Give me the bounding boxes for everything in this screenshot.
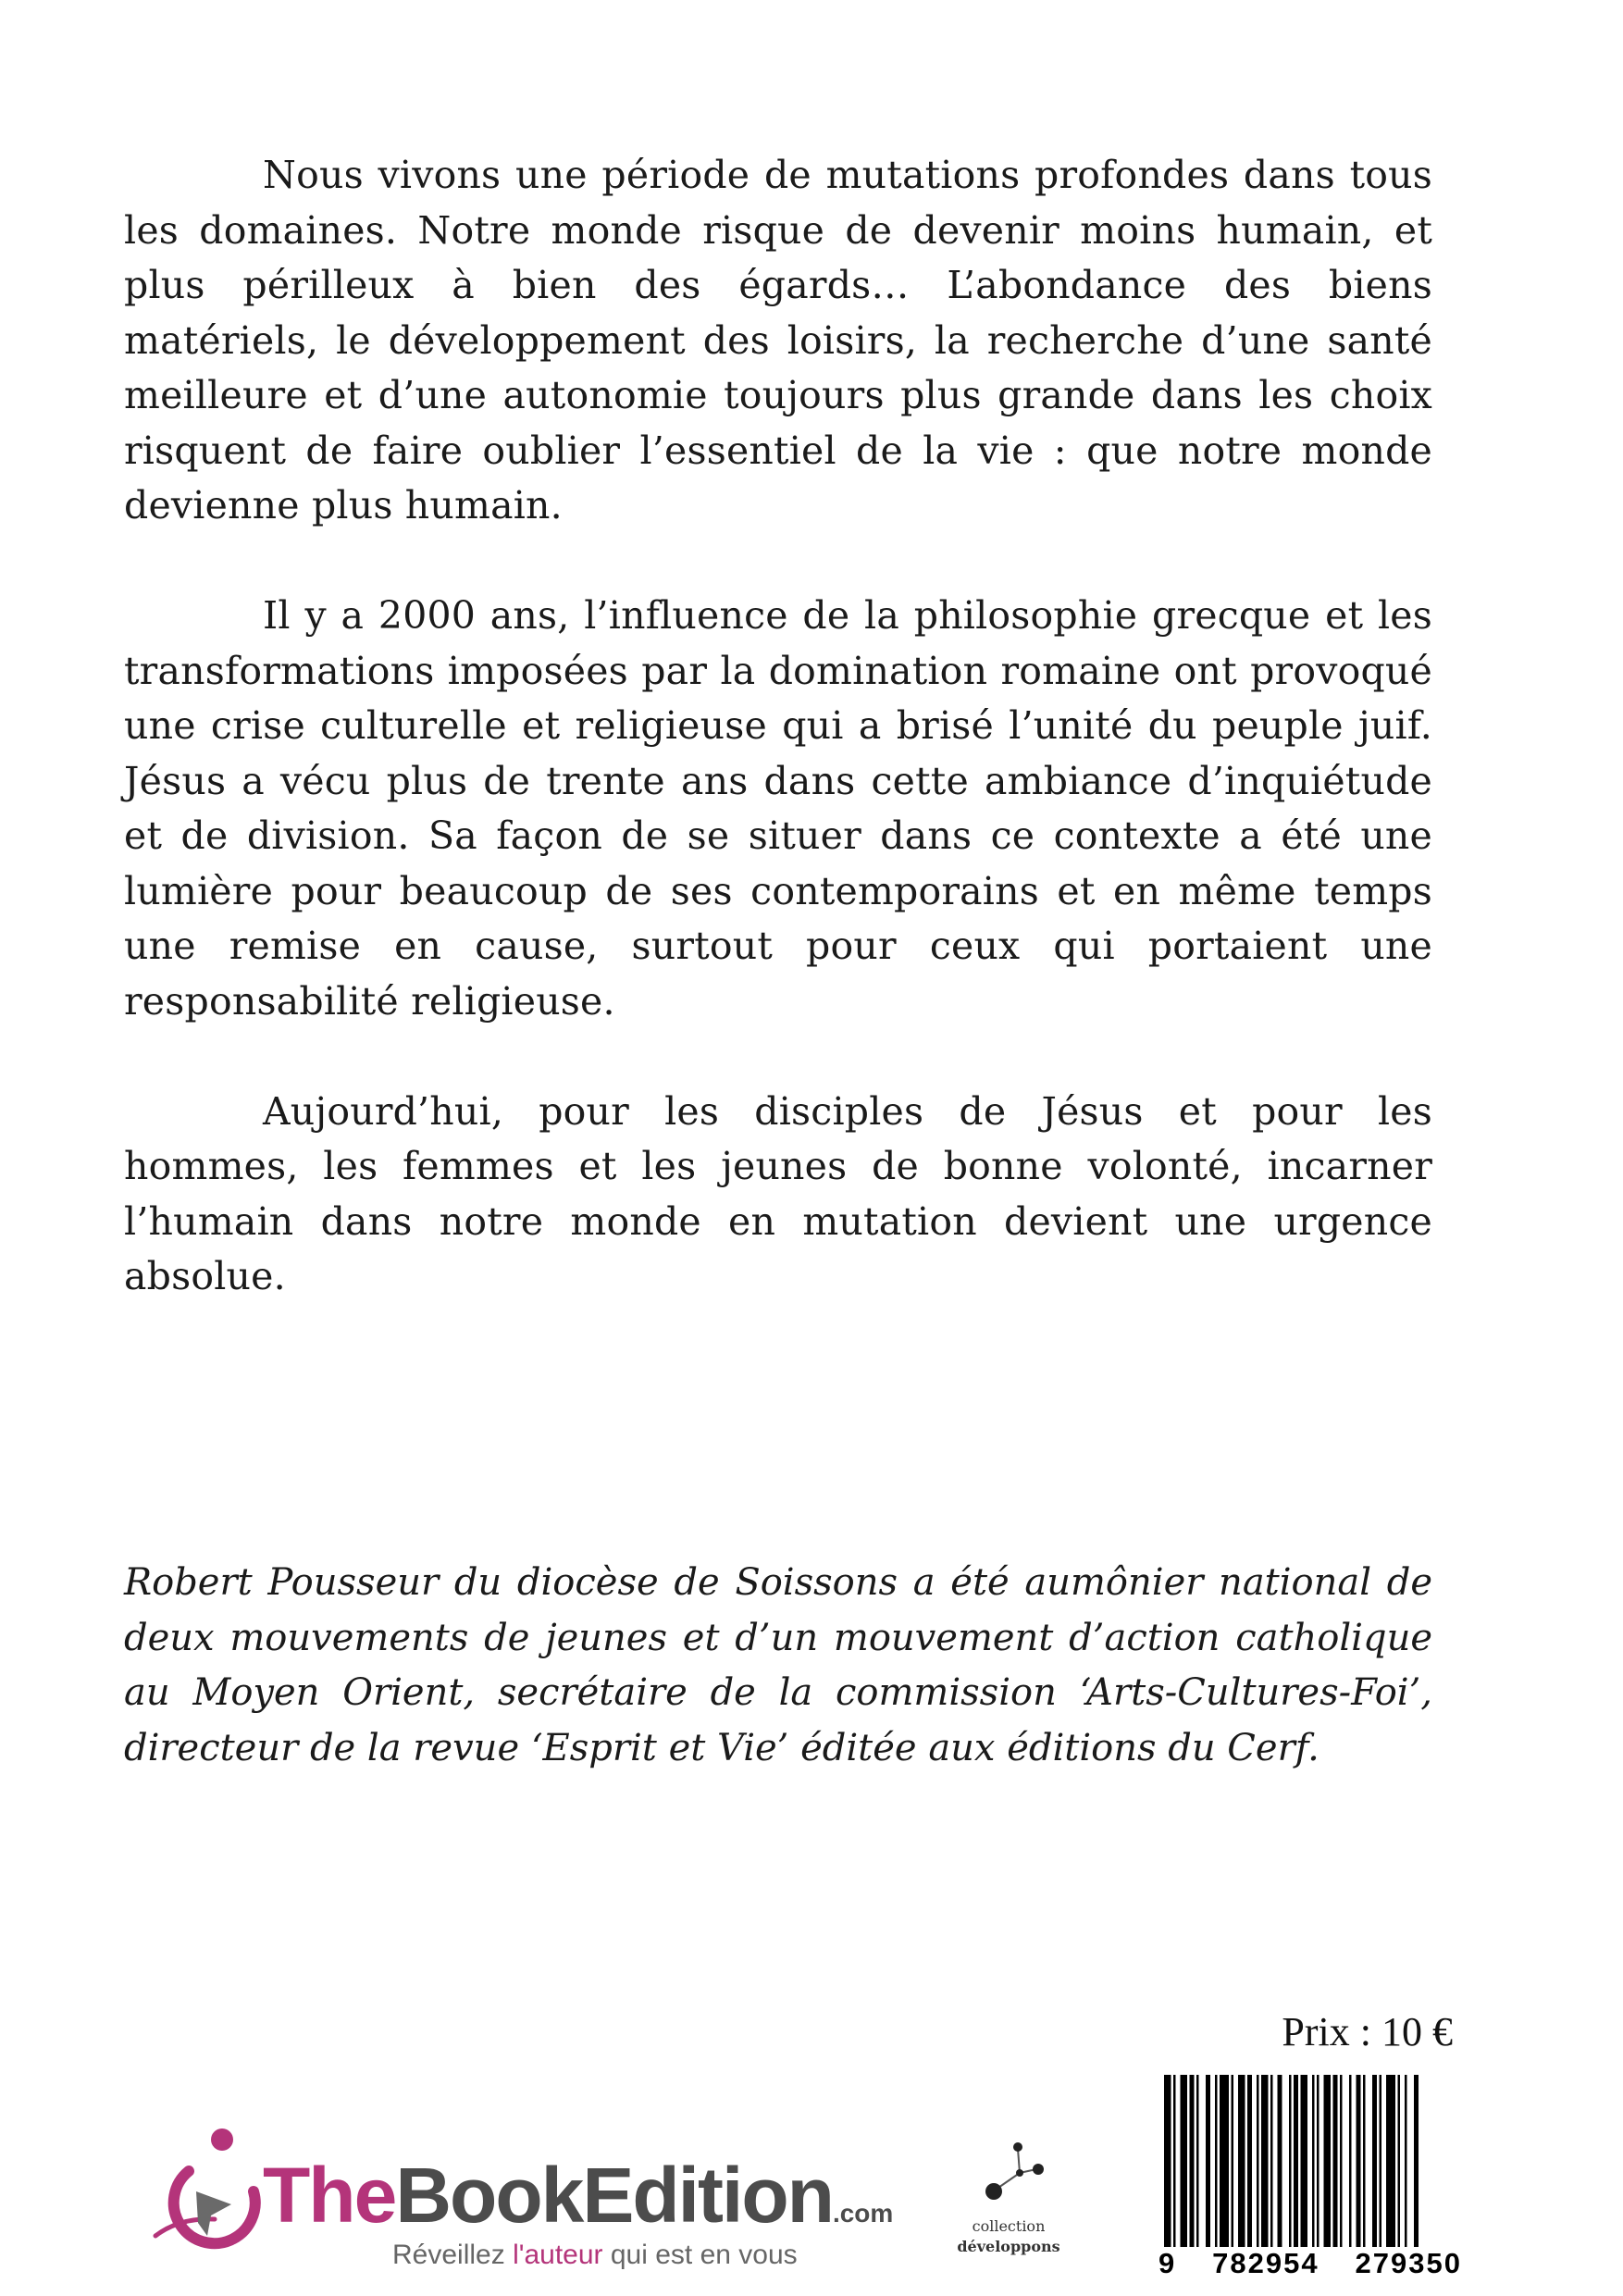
tagline-pre: Réveillez [392, 2240, 514, 2270]
barcode-bar [1270, 2075, 1273, 2247]
barcode-bar [1173, 2075, 1176, 2247]
barcode-bar [1380, 2075, 1382, 2247]
barcode-bar [1257, 2075, 1259, 2247]
barcode-digit-group-3: 279350 [1355, 2247, 1462, 2279]
barcode-bar [1301, 2075, 1308, 2247]
barcode-bar [1312, 2075, 1315, 2247]
barcode-bar [1278, 2075, 1282, 2247]
tagline-post: qui est en vous [602, 2240, 798, 2270]
barcode-digit-group-1: 9 [1158, 2247, 1177, 2279]
barcode-bar [1333, 2075, 1338, 2247]
price-label: Prix : 10 € [1282, 2009, 1453, 2054]
molecule-icon [953, 2138, 1064, 2212]
barcode-bar [1206, 2075, 1210, 2247]
brand-bookedition: BookEdition [395, 2152, 833, 2239]
barcode-bar [1363, 2075, 1366, 2247]
barcode-bar [1220, 2075, 1229, 2247]
barcode-bar [1386, 2075, 1395, 2247]
barcode-bar [1405, 2075, 1407, 2247]
blurb-paragraph-1: Nous vivons une période de mutations profondes dans tous les domaines. Notre monde risque de devenir moins humain, et plus périlleux à bien des égards… L’abondance des biens matériels, le développement des loisirs, la recherche d’une santé meilleure et d’une autonomie toujours plus grande dans les choix risquent de faire oublier l’essentiel de la vie : que notre monde devienne plus humain. [124, 153, 1432, 527]
collection-logo [953, 2138, 1064, 2267]
barcode-bar [1232, 2075, 1234, 2247]
barcode-bar [1398, 2075, 1401, 2247]
blurb [124, 148, 1432, 1359]
author-bio: Robert Pousseur du diocèse de Soissons a été aumônier national de deux mouvements de jeunes et d’un mouvement d’action catholique au Moyen Orient, secrétaire de la commission ‘Arts-Cultures-Foi’, directeur de la revue ‘Esprit et Vie’ éditée aux éditions du Cerf. [124, 1561, 1432, 1769]
publisher-tagline [392, 2240, 798, 2271]
collection-line-1: collection [972, 2217, 1046, 2235]
collection-line-2: développons [957, 2238, 1060, 2255]
publisher-brand [263, 2152, 894, 2239]
barcode-digit-group-2: 782954 [1212, 2247, 1319, 2279]
barcode-bar [1215, 2075, 1218, 2247]
barcode-bar [1317, 2075, 1319, 2247]
barcode-bar [1349, 2075, 1352, 2247]
barcode-bar [1164, 2075, 1171, 2247]
brand-the: The [263, 2152, 396, 2239]
barcode-bar [1181, 2075, 1188, 2247]
barcode-bar [1247, 2075, 1252, 2247]
barcode-bar [1357, 2075, 1361, 2247]
barcode-bar [1289, 2075, 1292, 2247]
barcode-bar [1294, 2075, 1298, 2247]
blurb-paragraph-2: Il y a 2000 ans, l’influence de la philosophie grecque et les transformations imposées par la domination romaine ont provoqué une crise culturelle et religieuse qui a brisé l’unité du peuple juif. Jésus a vécu plus de trente ans dans cette ambiance d’inquiétude et de division. Sa façon de se situer dans ce contexte a été une lumière pour beaucoup de ses contemporains et en même temps une remise en cause, surtout pour ceux qui portaient une responsabilité religieuse. [124, 593, 1432, 1024]
barcode-bars [1158, 2075, 1462, 2247]
barcode-bar [1261, 2075, 1269, 2247]
barcode-bar [1238, 2075, 1245, 2247]
isbn-barcode [1158, 2075, 1462, 2279]
barcode-bar [1196, 2075, 1199, 2247]
barcode-bar [1414, 2075, 1419, 2247]
tagline-accent: l'auteur [513, 2240, 603, 2270]
barcode-bar [1324, 2075, 1332, 2247]
blurb-paragraph-3: Aujourd’hui, pour les disciples de Jésus et pour les hommes, les femmes et les jeunes de bonne volonté, incarner l’humain dans notre monde en mutation devient une urgence absolue. [124, 1088, 1432, 1298]
person-arrow-icon [142, 2127, 272, 2265]
barcode-digits [1158, 2247, 1462, 2280]
barcode-bar [1372, 2075, 1377, 2247]
brand-com: .com [832, 2199, 894, 2228]
barcode-bar [1340, 2075, 1343, 2247]
publisher-logo [142, 2117, 894, 2284]
barcode-bar [1190, 2075, 1195, 2247]
